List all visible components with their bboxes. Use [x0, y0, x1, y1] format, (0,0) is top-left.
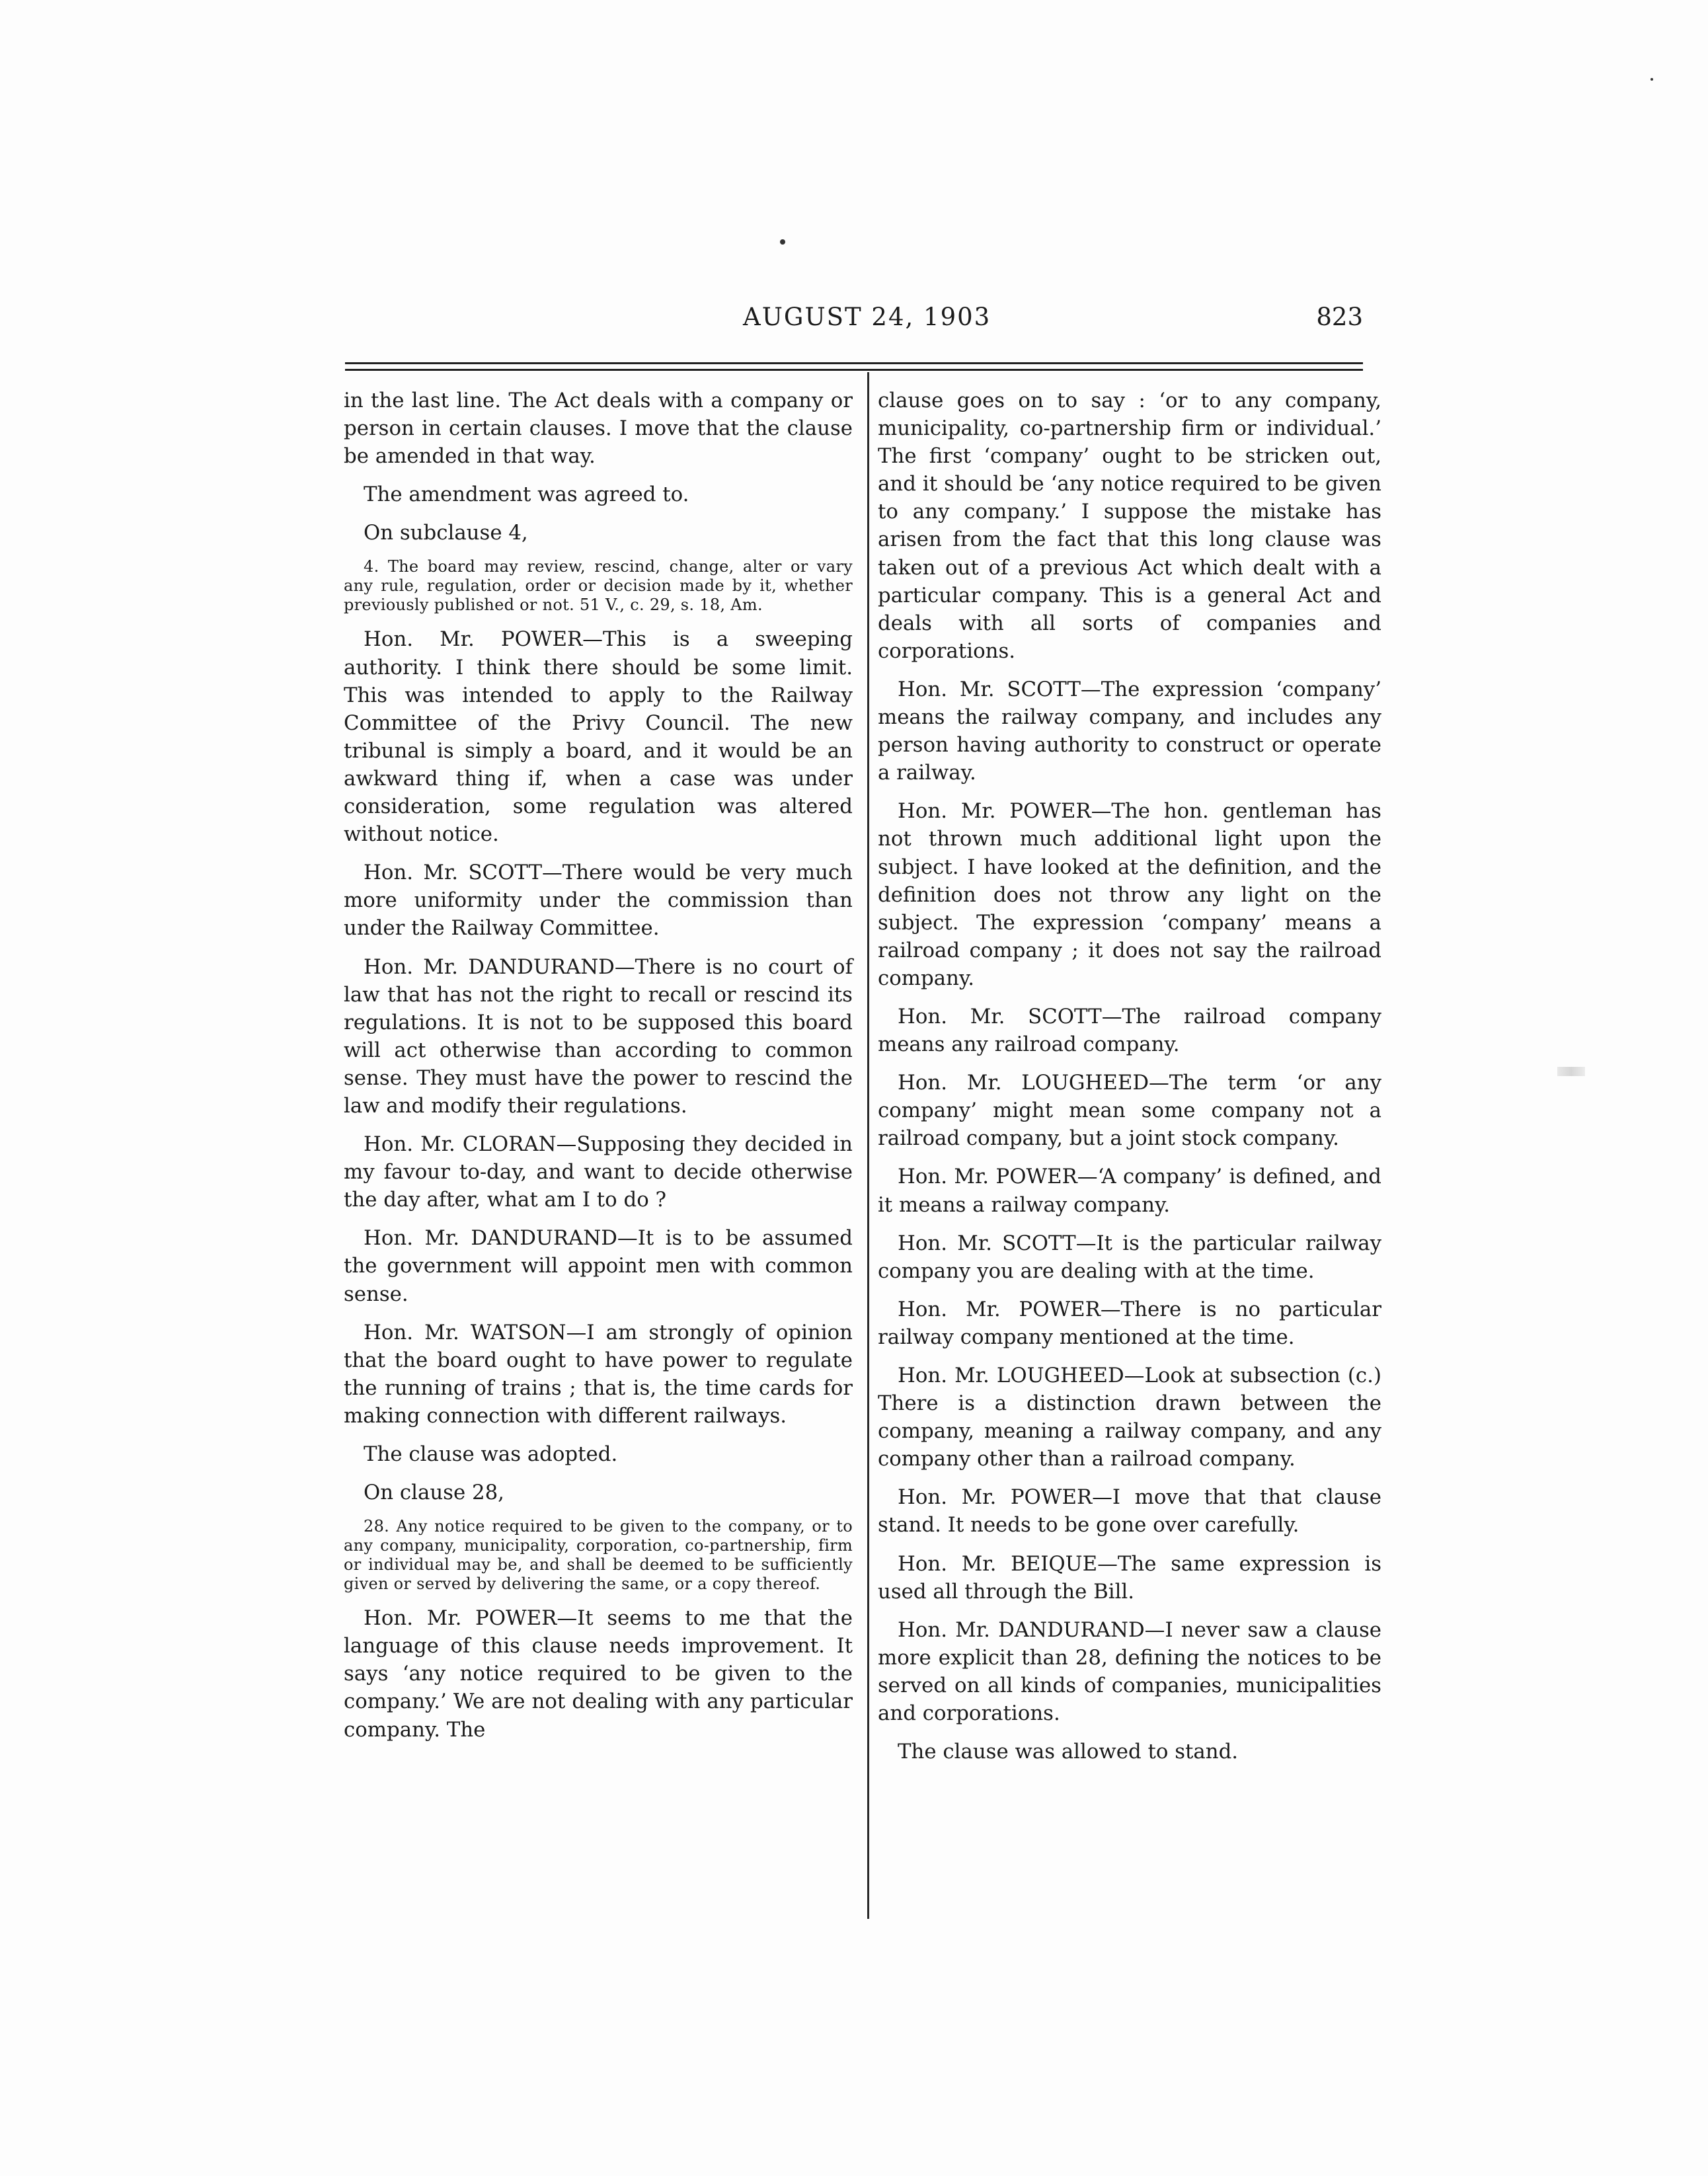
speech-paragraph: Hon. Mr. SCOTT—There would be very much more uniformity under the commission than under the Railway Committee. [344, 861, 853, 941]
scan-smudge [1557, 1067, 1585, 1076]
speech-paragraph: Hon. Mr. SCOTT—The railroad company means any railroad company. [878, 1004, 1381, 1057]
paragraph: On subclause 4, [364, 521, 528, 545]
speech-paragraph: Hon. Mr. SCOTT—The expression ‘company’ means the railway company, and includes any person having authority to construct or operate a railway. [878, 677, 1381, 785]
left-column [344, 387, 867, 1754]
page-number: 823 [1316, 303, 1363, 331]
quoted-clause: 4. The board may review, rescind, change, alter or vary any rule, regulation, order or decision made by it, whether previously published or not. 51 V., c. 29, s. 18, Am. [344, 557, 853, 615]
speech-paragraph: Hon. Mr. DANDURAND—I never saw a clause more explicit than 28, defining the notices to be served on all kinds of companies, municipalities and corporations. [878, 1617, 1381, 1726]
paragraph: The amendment was agreed to. [364, 483, 689, 507]
speech-paragraph: Hon. Mr. POWER—There is no particular railway company mentioned at the time. [878, 1297, 1381, 1349]
speech-paragraph: Hon. Mr. WATSON—I am strongly of opinion that the board ought to have power to regulate the running of trains ; that is, the time cards for making connection with different railways. [344, 1320, 853, 1428]
speech-paragraph: Hon. Mr. POWER—It seems to me that the language of this clause needs improvement. It says ‘any notice required to be given to the company.’ We are not dealing with any particular company. The [344, 1606, 853, 1742]
paragraph: in the last line. The Act deals with a company or person in certain clauses. I move that the clause be amended in that way. [344, 389, 853, 469]
speech-paragraph: Hon. Mr. SCOTT—It is the particular railway company you are dealing with at the time. [878, 1231, 1381, 1283]
header-rule-bottom [345, 369, 1363, 371]
speech-paragraph: Hon. Mr. LOUGHEED—Look at subsection (c.) There is a distinction drawn between the company, meaning a railway company, and any company other than a railroad company. [878, 1364, 1381, 1471]
speech-paragraph: Hon. Mr. CLORAN—Supposing they decided in my favour to-day, and want to decide otherwise the day after, what am I to do ? [344, 1132, 853, 1212]
page-header [344, 303, 1363, 342]
right-column [867, 387, 1381, 1776]
speech-paragraph: Hon. Mr. DANDURAND—There is no court of law that has not the right to recall or rescind its regulations. It is not to be supposed this board will act otherwise than according to common sense. They must have the power to rescind the law and modify their regulations. [344, 954, 853, 1118]
speech-paragraph: Hon. Mr. POWER—‘A company’ is defined, and it means a railway company. [878, 1165, 1381, 1217]
speech-paragraph: Hon. Mr. BEIQUE—The same expression is used all through the Bill. [878, 1551, 1381, 1604]
speech-paragraph: Hon. Mr. POWER—This is a sweeping authority. I think there should be some limit. This was intended to apply to the Railway Committee of the Privy Council. The new tribunal is simply a board, and it would be an awkward thing if, when a case was under consideration, some regulation was altered without notice. [344, 627, 853, 847]
paragraph: The clause was allowed to stand. [898, 1740, 1239, 1764]
speech-paragraph: Hon. Mr. POWER—I move that that clause stand. It needs to be gone over carefully. [878, 1485, 1381, 1537]
paragraph: clause goes on to say : ‘or to any company, municipality, co-partnership firm or individual.’ The first ‘company’ ought to be stricken out, and it should be ‘any notice required to be given to any company.’ I suppose the mistake has arisen from the fact that this long clause was taken out of a previous Act which dealt with a particular company. This is a general Act and deals with all sorts of companies and corporations. [878, 389, 1381, 663]
paragraph: On clause 28, [364, 1481, 504, 1505]
page-date: AUGUST 24, 1903 [743, 303, 991, 331]
paragraph: The clause was adopted. [364, 1442, 618, 1466]
quoted-clause: 28. Any notice required to be given to the company, or to any company, municipality, corporation, co-partnership, firm or individual may be, and shall be deemed to be sufficiently given or served by delivering the same, or a copy thereof. [344, 1517, 853, 1594]
speech-paragraph: Hon. Mr. LOUGHEED—The term ‘or any company’ might mean some company not a railroad company, but a joint stock company. [878, 1071, 1381, 1151]
speech-paragraph: Hon. Mr. DANDURAND—It is to be assumed the government will appoint men with common sense. [344, 1226, 853, 1306]
speech-paragraph: Hon. Mr. POWER—The hon. gentleman has not thrown much additional light upon the subject. I have looked at the definition, and the definition does not throw any light on the subject. The expression ‘company’ means a railroad company ; it does not say the railroad company. [878, 799, 1381, 990]
header-rule-top [345, 362, 1363, 364]
speck-mark [780, 239, 785, 245]
speck-mark [1650, 78, 1653, 81]
